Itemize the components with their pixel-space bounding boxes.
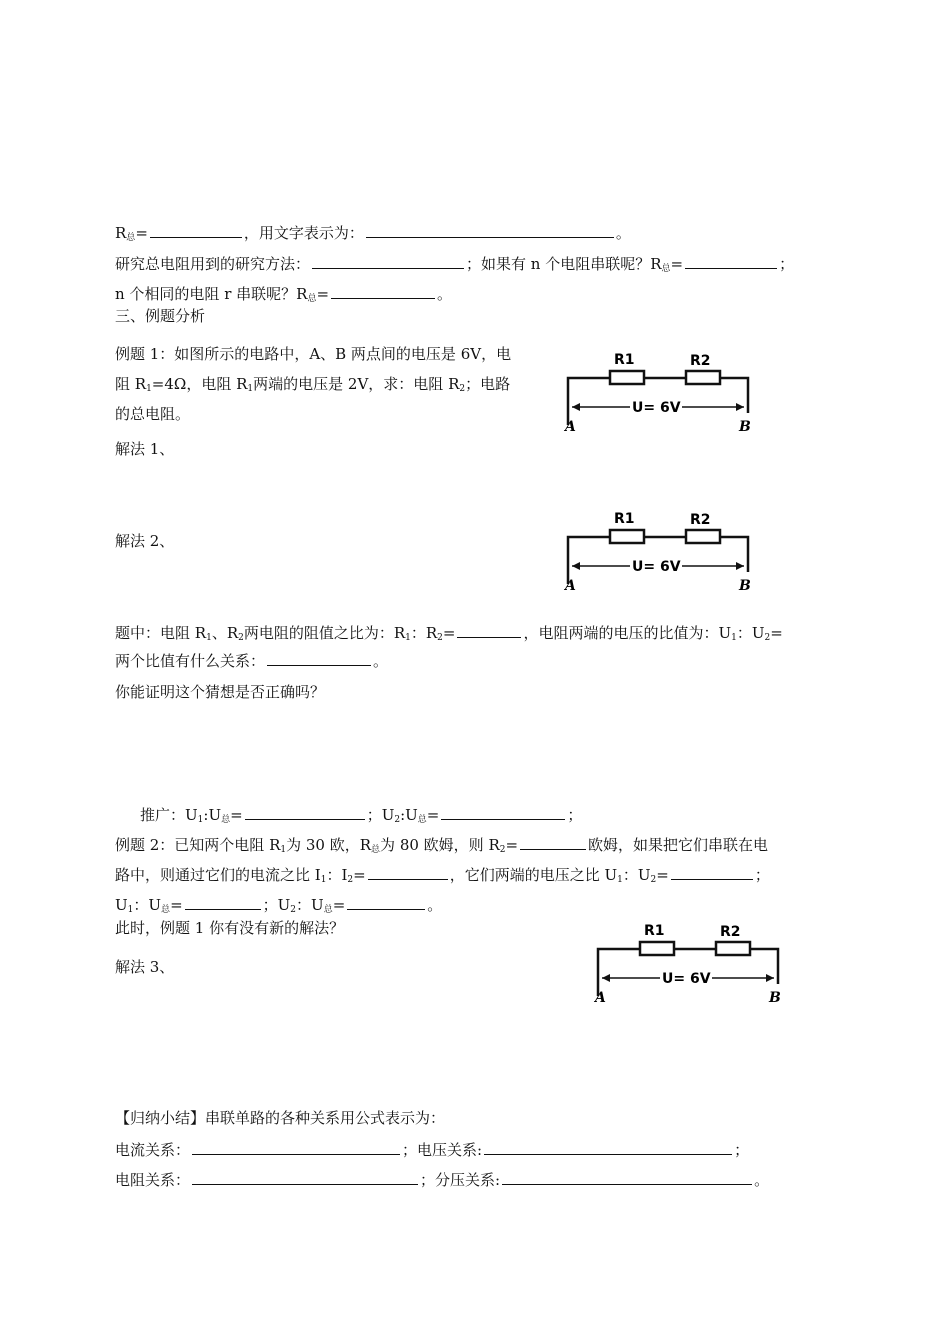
answer-blank[interactable] <box>520 834 586 850</box>
answer-blank[interactable] <box>366 222 614 238</box>
resistor-r2 <box>716 942 750 955</box>
ratio-relation: 两个比值有什么关系： 。 <box>115 652 389 670</box>
svg-text:B: B <box>739 419 751 435</box>
total-resistance-line: $R_总=$ ，用文字表示为： 。 <box>115 224 631 243</box>
svg-text:R2: R2 <box>690 353 711 369</box>
solution-2-label: 解法 2、 <box>115 532 175 550</box>
answer-blank[interactable] <box>502 1169 752 1185</box>
research-method-line: 研究总电阻用到的研究方法： ；如果有 n 个电阻串联呢？$R_总=$ ； <box>115 255 795 274</box>
example2-text: 路中，则通过它们的电流之比 $I_1$：$I_2=$ ，它们两端的电压之比 $U_1$：$U_2=$ ； <box>115 866 770 885</box>
resistor-r2 <box>686 371 720 384</box>
answer-blank[interactable] <box>441 804 565 820</box>
example1-text: 阻 $R_1=4\Omega$，电阻 $R_1$两端的电压是 2V，求：电阻 $R_2$；电路 <box>115 375 511 394</box>
resistor-r1 <box>640 942 674 955</box>
answer-blank[interactable] <box>671 864 753 880</box>
svg-text:A: A <box>565 419 576 435</box>
answer-blank[interactable] <box>368 864 448 880</box>
example2-text: $U_1$：$U_总=$ ；$U_2$：$U_总=$ 。 <box>115 896 443 915</box>
n-resistors-line: n 个相同的电阻 r 串联呢？$R_总=$ 。 <box>115 285 453 304</box>
answer-blank[interactable] <box>150 222 242 238</box>
prove-question: 你能证明这个猜想是否正确吗？ <box>115 683 326 701</box>
answer-blank[interactable] <box>331 283 435 299</box>
resistor-r1 <box>610 371 644 384</box>
answer-blank[interactable] <box>484 1139 732 1155</box>
summary-line: 电流关系： ；电压关系: ； <box>115 1141 750 1159</box>
answer-blank[interactable] <box>685 253 777 269</box>
circuit-diagram <box>562 504 762 594</box>
svg-text:R2: R2 <box>690 512 711 528</box>
example1-text: 例题 1：如图所示的电路中，A、B 两点间的电压是 6V，电 <box>115 345 512 363</box>
svg-text:U= 6V: U= 6V <box>662 971 711 987</box>
svg-text:A: A <box>565 578 576 594</box>
answer-blank[interactable] <box>267 650 371 666</box>
answer-blank[interactable] <box>185 894 261 910</box>
svg-text:R2: R2 <box>720 924 741 940</box>
ratio-question: 题中：电阻 $R_1$、$R_2$两电阻的阻值之比为：$R_1$：$R_2=$ ，电阻两端的电压的比值为：$U_1$：$U_2=$ <box>115 624 783 643</box>
svg-text:R1: R1 <box>614 352 635 368</box>
svg-text:R1: R1 <box>644 923 665 939</box>
answer-blank[interactable] <box>245 804 365 820</box>
svg-text:U= 6V: U= 6V <box>632 400 681 416</box>
answer-blank[interactable] <box>192 1139 400 1155</box>
circuit-diagram <box>592 916 792 1006</box>
example2-text: 例题 2：已知两个电阻 $R_1$为 30 欧，$R_总$为 80 欧姆，则 $R_2=$ 欧姆，如果把它们串联在电 <box>115 836 769 855</box>
solution-3-label: 解法 3、 <box>115 958 175 976</box>
solution-1-label: 解法 1、 <box>115 440 175 458</box>
answer-blank[interactable] <box>312 253 464 269</box>
answer-blank[interactable] <box>457 622 521 638</box>
svg-text:B: B <box>739 578 751 594</box>
generalization-line: 推广：$U_1:U_总=$ ；$U_2:U_总=$ ； <box>140 806 583 825</box>
summary-title: 【归纳小结】串联单路的各种关系用公式表示为： <box>115 1109 446 1127</box>
section-heading: 三、例题分析 <box>115 307 206 325</box>
svg-text:A: A <box>595 990 606 1006</box>
resistor-r2 <box>686 530 720 543</box>
svg-text:B: B <box>769 990 781 1006</box>
summary-line: 电阻关系： ；分压关系: 。 <box>115 1171 770 1189</box>
resistor-r1 <box>610 530 644 543</box>
example1-text: 的总电阻。 <box>115 405 191 423</box>
svg-text:R1: R1 <box>614 511 635 527</box>
svg-text:U= 6V: U= 6V <box>632 559 681 575</box>
answer-blank[interactable] <box>347 894 425 910</box>
circuit-diagram <box>562 345 762 435</box>
answer-blank[interactable] <box>192 1169 418 1185</box>
new-solution-question: 此时，例题 1 你有没有新的解法？ <box>115 919 345 937</box>
